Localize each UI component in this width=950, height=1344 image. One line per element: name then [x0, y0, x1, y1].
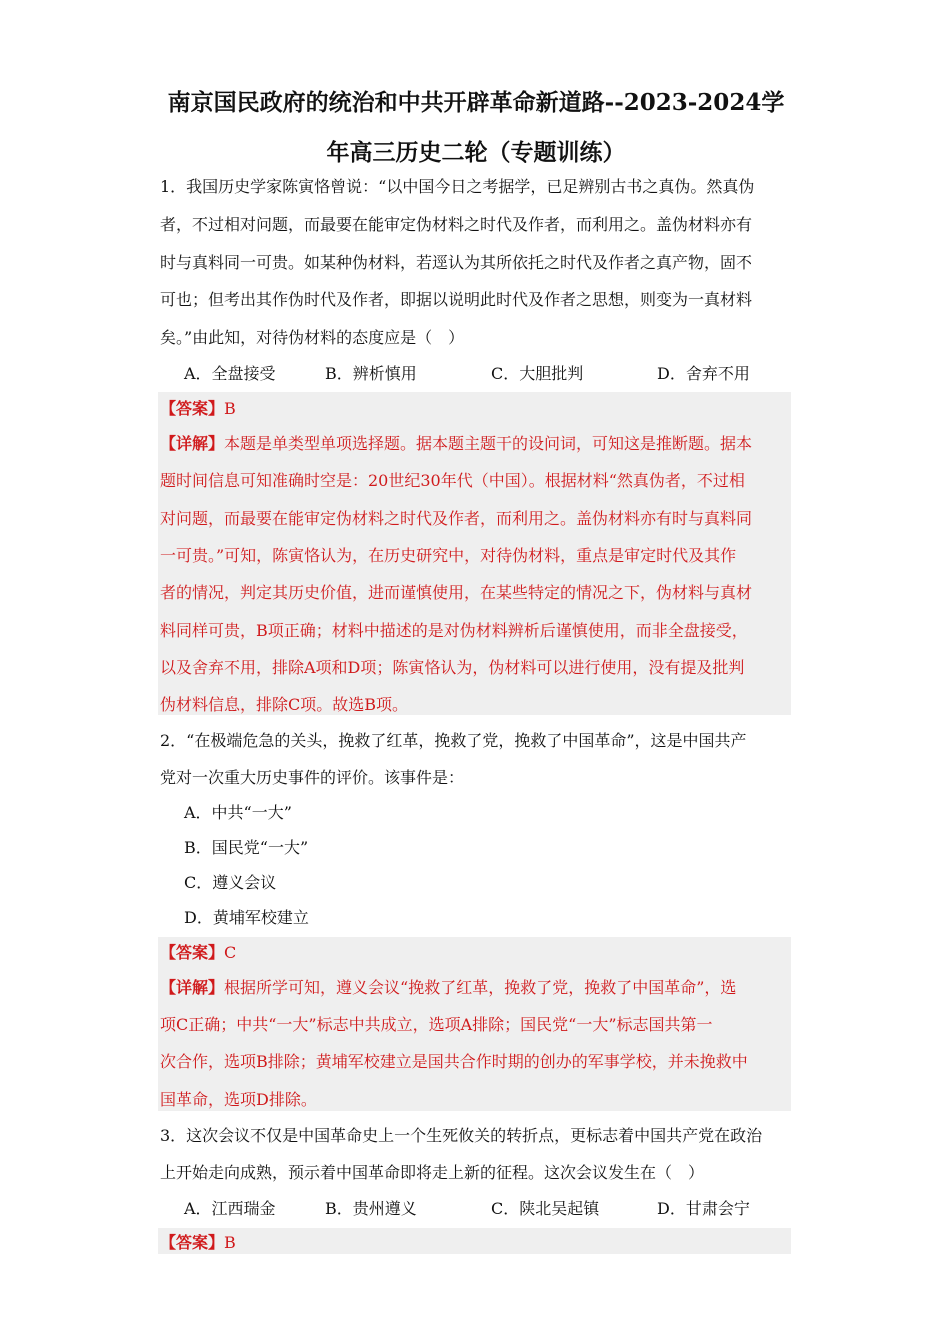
question-3-answer — [160, 1224, 236, 1261]
question-2-detail-line — [160, 969, 736, 1006]
question-1-detail-line: 伪材料信息，排除C项。故选B项。 — [160, 695, 409, 714]
question-3-answer-block — [158, 1228, 791, 1254]
detail-text: 本题是单类型单项选择题。据本题主题干的设问词，可知这是推断题。据本 — [224, 434, 753, 453]
question-2-detail-line: 国革命，选项D排除。 — [160, 1090, 317, 1109]
answer-tag: 【答案】 — [160, 1233, 225, 1252]
answer-value: C — [224, 943, 237, 962]
question-1-stem-line: 者，不过相对问题，而最要在能审定伪材料之时代及作者，而利用之。盖伪材料亦有 — [160, 215, 753, 234]
question-1-option-b: B．辨析慎用 — [325, 364, 417, 383]
question-1-detail-line: 料同样可贵，B项正确；材料中描述的是对伪材料辨析后谨慎使用，而非全盘接受， — [160, 621, 748, 640]
question-2-option-a: A．中共“一大” — [184, 803, 292, 822]
question-2-detail-line: 次合作，选项B排除；黄埔军校建立是国共合作时期的创办的军事学校，并未挽救中 — [160, 1052, 748, 1071]
question-3-option-b: B．贵州遵义 — [325, 1199, 417, 1218]
document-title-line-1: 南京国民政府的统治和中共开辟革命新道路--2023-2024学 — [167, 89, 785, 116]
question-3-stem-line: 3．这次会议不仅是中国革命史上一个生死攸关的转折点，更标志着中国共产党在政治 — [160, 1126, 763, 1145]
question-2-detail-line: 项C正确；中共“一大”标志中共成立，选项A排除；国民党“一大”标志国共第一 — [160, 1015, 713, 1034]
question-2-option-d: D．黄埔军校建立 — [184, 908, 309, 927]
question-3-option-c: C．陕北吴起镇 — [491, 1199, 600, 1218]
detail-text: 根据所学可知，遵义会议“挽救了红革，挽救了党，挽救了中国革命”，选 — [224, 978, 737, 997]
detail-tag: 【详解】 — [160, 434, 225, 453]
question-3-stem-line: 上开始走向成熟，预示着中国革命即将走上新的征程。这次会议发生在（ ） — [160, 1163, 705, 1182]
detail-tag: 【详解】 — [160, 978, 225, 997]
answer-value: B — [224, 1233, 236, 1252]
question-1-stem-line: 时与真料同一可贵。如某种伪材料，若逕认为其所依托之时代及作者之真产物，固不 — [160, 253, 753, 272]
document-title-line-2: 年高三历史二轮（专题训练） — [326, 139, 626, 166]
question-1-stem-line: 1．我国历史学家陈寅恪曾说：“以中国今日之考据学，已足辨别古书之真伪。然真伪 — [160, 177, 755, 196]
question-2-stem-line: 2．“在极端危急的关头，挽救了红革，挽救了党，挽救了中国革命”，这是中国共产 — [160, 731, 747, 750]
question-2-option-b: B．国民党“一大” — [184, 838, 309, 857]
question-3-option-a: A．江西瑞金 — [184, 1199, 276, 1218]
question-3-option-d: D．甘肃会宁 — [657, 1199, 750, 1218]
question-1-answer — [160, 390, 236, 427]
question-1-option-c: C．大胆批判 — [491, 364, 584, 383]
question-1-stem-line: 矣。”由此知，对待伪材料的态度应是（ ） — [160, 328, 465, 347]
question-1-stem-line: 可也；但考出其作伪时代及作者，即据以说明此时代及作者之思想，则变为一真材料 — [160, 290, 753, 309]
question-1-detail-line — [160, 425, 752, 462]
question-2-stem-line: 党对一次重大历史事件的评价。该事件是： — [160, 768, 465, 787]
question-1-detail-line: 对问题，而最要在能审定伪材料之时代及作者，而利用之。盖伪材料亦有时与真料同 — [160, 509, 753, 528]
answer-value: B — [224, 399, 236, 418]
question-1-detail-line: 题时间信息可知准确时空是：20世纪30年代（中国）。根据材料“然真伪者，不过相 — [160, 471, 745, 490]
question-2-option-c: C．遵义会议 — [184, 873, 277, 892]
question-1-detail-line: 者的情况，判定其历史价值，进而谨慎使用，在某些特定的情况之下，伪材料与真材 — [160, 583, 753, 602]
question-1-detail-line: 一可贵。”可知，陈寅恪认为，在历史研究中，对待伪材料，重点是审定时代及其作 — [160, 546, 737, 565]
answer-tag: 【答案】 — [160, 399, 225, 418]
question-1-option-d: D．舍弃不用 — [657, 364, 750, 383]
answer-tag: 【答案】 — [160, 943, 225, 962]
question-2-answer — [160, 934, 236, 971]
question-1-detail-line: 以及舍弃不用，排除A项和D项；陈寅恪认为，伪材料可以进行使用，没有提及批判 — [160, 658, 745, 677]
question-1-option-a: A．全盘接受 — [184, 364, 276, 383]
